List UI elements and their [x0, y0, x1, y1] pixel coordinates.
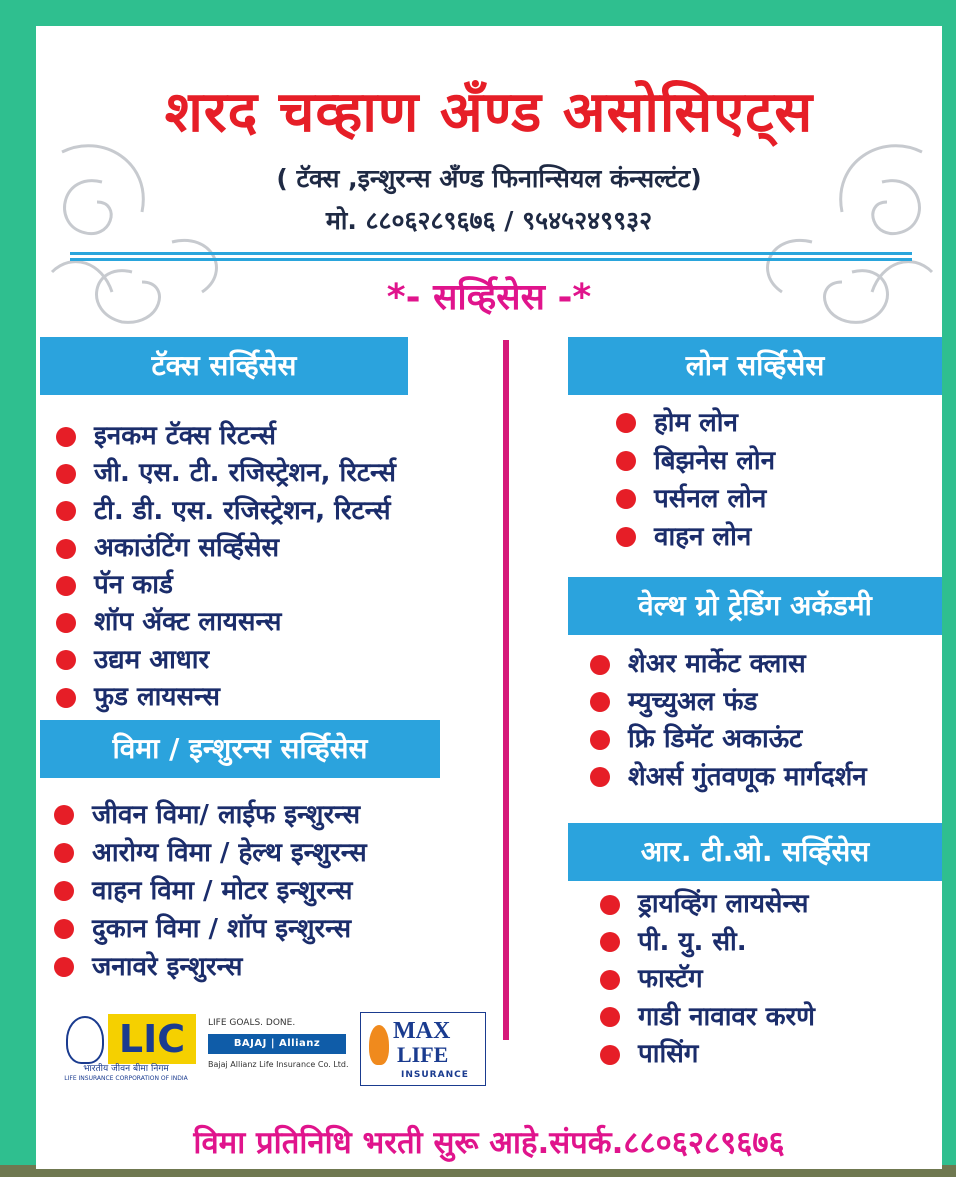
- list-item: [616, 404, 775, 442]
- max-line3: INSURANCE: [401, 1070, 469, 1080]
- item-label: बिझनेस लोन: [654, 446, 776, 476]
- list-item: [56, 642, 396, 679]
- item-label: शॉप ॲक्ट लायसन्स: [94, 607, 282, 638]
- bullet-icon: [590, 692, 610, 712]
- item-label: जी. एस. टी. रजिस्ट्रेशन, रिटर्न्स: [94, 458, 396, 489]
- item-label: पॅन कार्ड: [94, 570, 173, 601]
- item-label: पासिंग: [638, 1039, 699, 1069]
- bajaj-caption: Bajaj Allianz Life Insurance Co. Ltd.: [208, 1060, 349, 1069]
- business-tagline: ( टॅक्स ,इन्शुरन्स अँण्ड फिनान्सियल कंन्सल्टंट): [276, 164, 702, 193]
- bullet-icon: [616, 451, 636, 471]
- item-label: अकाउंटिंग सर्व्हिसेस: [94, 532, 280, 563]
- item-label: गाडी नावावर करणे: [638, 1001, 815, 1032]
- lic-emblem-icon: [66, 1016, 104, 1064]
- list-item: [54, 948, 367, 986]
- list-item: [590, 646, 867, 684]
- tax-services-list: [56, 418, 396, 716]
- contact-phones: मो. ८८०६२८९६७६ / ९५४५२४९९३२: [325, 206, 653, 235]
- list-item: [56, 493, 396, 530]
- bullet-icon: [54, 881, 74, 901]
- list-item: [616, 442, 775, 480]
- item-label: पी. यु. सी.: [638, 926, 747, 957]
- item-label: म्युच्युअल फंड: [628, 686, 758, 717]
- list-item: [600, 961, 815, 999]
- item-label: पर्सनल लोन: [654, 484, 767, 514]
- list-item: [56, 679, 396, 716]
- flyer: [36, 26, 942, 1169]
- list-item: [56, 418, 396, 455]
- bullet-icon: [616, 527, 636, 547]
- list-item: [600, 1036, 815, 1074]
- item-label: जीवन विमा/ लाईफ इन्शुरन्स: [92, 800, 361, 830]
- list-item: [54, 796, 367, 834]
- header-divider-bottom: [70, 258, 912, 261]
- list-item: [56, 455, 396, 492]
- lic-english-name: LIFE INSURANCE CORPORATION OF INDIA: [64, 1075, 188, 1082]
- bajaj-tagline: LIFE GOALS. DONE.: [208, 1018, 296, 1028]
- item-label: ड्रायव्हिंग लायसेन्स: [638, 889, 809, 919]
- lic-letters: LIC: [108, 1014, 196, 1064]
- lic-logo: [56, 1014, 196, 1084]
- item-label: दुकान विमा / शॉप इन्शुरन्स: [92, 914, 352, 944]
- trading-academy-heading: वेल्थ ग्रो ट्रेडिंग अकॅडमी: [568, 577, 942, 635]
- bullet-icon: [590, 730, 610, 750]
- list-item: [590, 684, 867, 722]
- bullet-icon: [600, 1045, 620, 1065]
- max-line2: LIFE: [397, 1042, 449, 1067]
- rto-services-heading: आर. टी.ओ. सर्व्हिसेस: [568, 823, 942, 881]
- services-heading: *- सर्व्हिसेस -*: [386, 277, 592, 318]
- item-label: फास्टॅग: [638, 964, 703, 994]
- item-label: वाहन विमा / मोटर इन्शुरन्स: [92, 876, 353, 906]
- bullet-icon: [56, 464, 76, 484]
- list-item: [616, 480, 775, 518]
- item-label: वाहन लोन: [654, 522, 752, 552]
- loan-services-list: [616, 404, 775, 556]
- item-label: इनकम टॅक्स रिटर्न्स: [94, 421, 276, 451]
- column-divider: [503, 340, 509, 1040]
- bullet-icon: [600, 932, 620, 952]
- item-label: उद्यम आधार: [94, 644, 210, 675]
- item-label: आरोग्य विमा / हेल्थ इन्शुरन्स: [92, 838, 367, 868]
- bullet-icon: [600, 1007, 620, 1027]
- item-label: फुड लायसन्स: [94, 682, 220, 713]
- insurance-services-heading: विमा / इन्शुरन्स सर्व्हिसेस: [40, 720, 440, 778]
- bullet-icon: [600, 895, 620, 915]
- item-label: शेअर मार्केट क्लास: [628, 649, 806, 679]
- max-life-logo: [360, 1012, 486, 1086]
- bullet-icon: [616, 489, 636, 509]
- bullet-icon: [56, 501, 76, 521]
- bajaj-brand: BAJAJ | Allianz: [208, 1034, 346, 1054]
- item-label: फ्रि डिमॅट अकाऊंट: [628, 724, 803, 754]
- list-item: [590, 721, 867, 759]
- item-label: होम लोन: [654, 408, 738, 438]
- bullet-icon: [56, 576, 76, 596]
- list-item: [600, 886, 815, 924]
- bullet-icon: [54, 957, 74, 977]
- bajaj-allianz-logo: [206, 1016, 354, 1082]
- list-item: [54, 872, 367, 910]
- list-item: [54, 910, 367, 948]
- bullet-icon: [590, 655, 610, 675]
- bullet-icon: [54, 919, 74, 939]
- list-item: [54, 834, 367, 872]
- bullet-icon: [56, 688, 76, 708]
- list-item: [590, 759, 867, 797]
- item-label: टी. डी. एस. रजिस्ट्रेशन, रिटर्न्स: [94, 495, 391, 526]
- lic-hindi-name: भारतीय जीवन बीमा निगम: [83, 1064, 169, 1074]
- bullet-icon: [54, 805, 74, 825]
- tax-services-heading: टॅक्स सर्व्हिसेस: [40, 337, 408, 395]
- bullet-icon: [616, 413, 636, 433]
- list-item: [56, 567, 396, 604]
- rto-services-list: [600, 886, 815, 1074]
- bullet-icon: [600, 970, 620, 990]
- list-item: [600, 999, 815, 1037]
- bullet-icon: [54, 843, 74, 863]
- bullet-icon: [56, 427, 76, 447]
- flame-icon: [369, 1025, 389, 1065]
- bullet-icon: [56, 650, 76, 670]
- list-item: [600, 924, 815, 962]
- bullet-icon: [590, 767, 610, 787]
- trading-academy-list: [590, 646, 867, 796]
- insurance-services-list: [54, 796, 367, 986]
- bullet-icon: [56, 539, 76, 559]
- list-item: [56, 530, 396, 567]
- loan-services-heading: लोन सर्व्हिसेस: [568, 337, 942, 395]
- bullet-icon: [56, 613, 76, 633]
- list-item: [616, 518, 775, 556]
- list-item: [56, 604, 396, 641]
- item-label: शेअर्स गुंतवणूक मार्गदर्शन: [628, 761, 867, 792]
- header-divider-top: [70, 252, 912, 255]
- recruitment-notice: विमा प्रतिनिधि भरती सुरू आहे.संपर्क.८८०६२८९६७६: [193, 1125, 785, 1161]
- business-name: शरद चव्हाण अँण्ड असोसिएट्स: [164, 80, 814, 145]
- item-label: जनावरे इन्शुरन्स: [92, 952, 243, 982]
- max-line1: MAX: [393, 1018, 451, 1044]
